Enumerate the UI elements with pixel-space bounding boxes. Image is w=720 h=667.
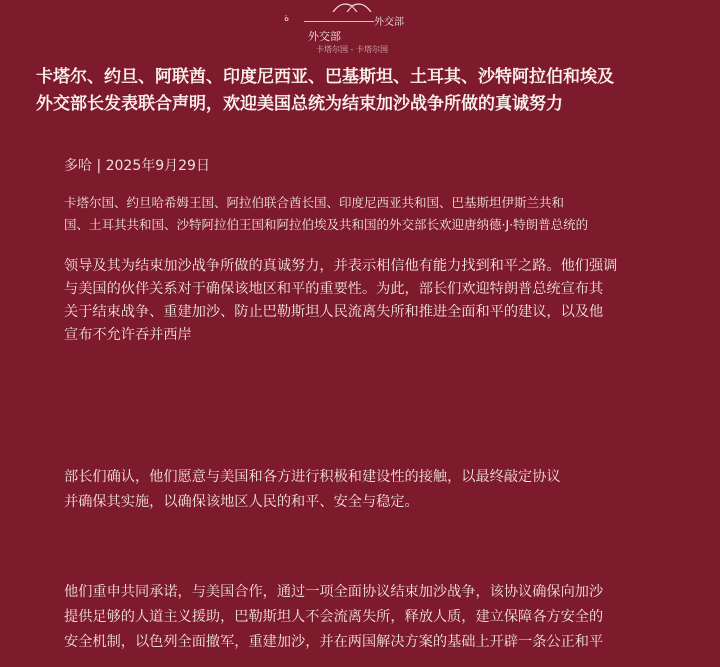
title-line: 外交部长发表联合声明，欢迎美国总统为结束加沙战争所做的真诚努力 (36, 94, 563, 114)
paragraph-line: 安全机制，以色列全面撤军，重建加沙，并在两国解决方案的基础上开辟一条公正和平 (64, 634, 604, 650)
paragraph-2 (64, 465, 664, 515)
paragraph-line: 与美国的伙伴关系对于确保该地区和平的重要性。为此，部长们欢迎特朗普总统宣布其 (64, 281, 604, 297)
letterhead-row (270, 13, 470, 29)
paragraph-3 (64, 580, 664, 655)
mofa-label: 外交部 (308, 30, 341, 43)
title-line: 卡塔尔、约旦、阿联酋、印度尼西亚、巴基斯坦、土耳其、沙特阿拉伯和埃及 (36, 67, 614, 87)
letterhead-divider (304, 21, 374, 22)
arabic-label: ة (284, 13, 290, 24)
paragraph-1-intro (64, 192, 684, 236)
country-sub-label: 卡塔尔国 - 卡塔尔国 (316, 45, 388, 54)
statement-title (36, 64, 686, 118)
paragraph-line: 他们重申共同承诺，与美国合作，通过一项全面协议结束加沙战争，该协议确保向加沙 (64, 584, 604, 600)
paragraph-line: 卡塔尔国、约旦哈希姆王国、阿拉伯联合酋长国、印度尼西亚共和国、巴基斯坦伊斯兰共和 (64, 195, 565, 210)
paragraph-line: 部长们确认，他们愿意与美国和各方进行积极和建设性的接触，以最终敲定协议 (64, 469, 561, 485)
paragraph-line: 关于结束战争、重建加沙、防止巴勒斯坦人民流离失所和推进全面和平的建议，以及他 (64, 304, 604, 320)
paragraph-line: 领导及其为结束加沙战争所做的真诚努力，并表示相信他有能力找到和平之路。他们强调 (64, 258, 618, 274)
paragraph-1-body (64, 255, 654, 347)
paragraph-line: 提供足够的人道主义援助，巴勒斯坦人不会流离失所，释放人质，建立保障各方安全的 (64, 609, 604, 625)
mofa-small-label: 外交部 (374, 17, 404, 28)
paragraph-line: 宣布不允许吞并西岸 (64, 327, 192, 343)
letterhead (0, 0, 720, 62)
dateline: 多哈 | 2025年9月29日 (64, 158, 210, 174)
paragraph-line: 国、土耳其共和国、沙特阿拉伯王国和阿拉伯埃及共和国的外交部长欢迎唐纳德·J·特朗普总统的 (64, 217, 589, 232)
emblem-icon (329, 0, 375, 12)
paragraph-line: 并确保其实施，以确保该地区人民的和平、安全与稳定。 (64, 494, 419, 510)
